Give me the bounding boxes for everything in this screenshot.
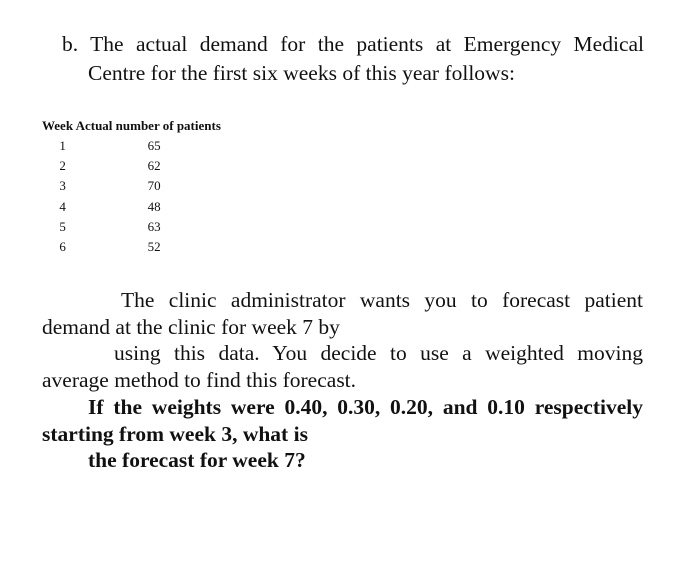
table-header: Week Actual number of patients <box>42 118 221 133</box>
patients-cell: 70 <box>147 178 161 194</box>
context-paragraph <box>42 287 643 393</box>
week-cell: 1 <box>59 138 66 154</box>
table-row <box>42 176 221 196</box>
heading-line-2: Centre for the first six weeks of this year follows: <box>88 61 515 85</box>
context-line-2: demand at the clinic for week 7 by <box>42 314 340 339</box>
patients-cell: 48 <box>147 198 161 214</box>
problem-heading <box>62 30 644 88</box>
table-row <box>42 217 221 237</box>
patients-cell: 63 <box>147 218 161 234</box>
heading-line-1: b. The actual demand for the patients at Emergency Medical <box>62 32 644 56</box>
week-cell: 2 <box>59 158 66 174</box>
table-row <box>42 156 221 176</box>
context-line-1: The clinic administrator wants you to forecast patient <box>121 288 643 312</box>
table-row <box>42 197 221 217</box>
patients-cell: 65 <box>147 138 161 154</box>
question-paragraph <box>42 394 643 474</box>
question-line-2: starting from week 3, what is <box>42 421 308 446</box>
week-cell: 3 <box>59 178 66 194</box>
question-line-1: If the weights were 0.40, 0.30, 0.20, and 0.10 respectively <box>88 395 643 419</box>
context-line-4: average method to find this forecast. <box>42 367 357 392</box>
week-cell: 6 <box>59 239 66 255</box>
patients-cell: 52 <box>147 239 161 255</box>
demand-table <box>42 116 221 257</box>
week-cell: 5 <box>59 218 66 234</box>
table-row <box>42 237 221 257</box>
context-line-3: using this data. You decide to use a weighted moving <box>114 341 643 365</box>
question-line-3: the forecast for week 7? <box>88 448 306 472</box>
patients-cell: 62 <box>147 158 161 174</box>
table-header-row <box>42 116 221 136</box>
week-cell: 4 <box>59 198 66 214</box>
table-row <box>42 136 221 156</box>
